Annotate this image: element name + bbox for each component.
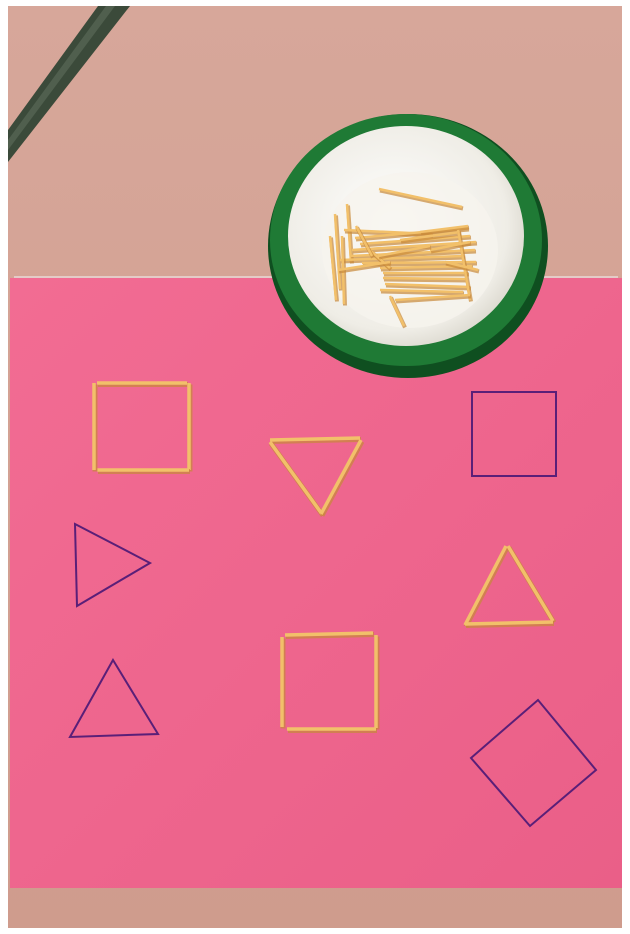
stick-square1-top (97, 383, 188, 385)
stick-square2-top (285, 633, 374, 637)
stick-square2-left (282, 637, 283, 729)
stick-square1-left (94, 383, 95, 472)
stick-triangle1-top (270, 438, 361, 442)
stick-square2-right (376, 635, 377, 730)
bowl-stick-15 (380, 290, 464, 294)
bowl-stick-13 (383, 278, 467, 281)
stick-square2-bottom (287, 729, 377, 731)
stick-triangle2-bottom (465, 622, 554, 626)
stick-square1-bottom (97, 470, 190, 472)
bowl-stick-12 (383, 273, 469, 275)
stick-square1-right (189, 383, 190, 472)
